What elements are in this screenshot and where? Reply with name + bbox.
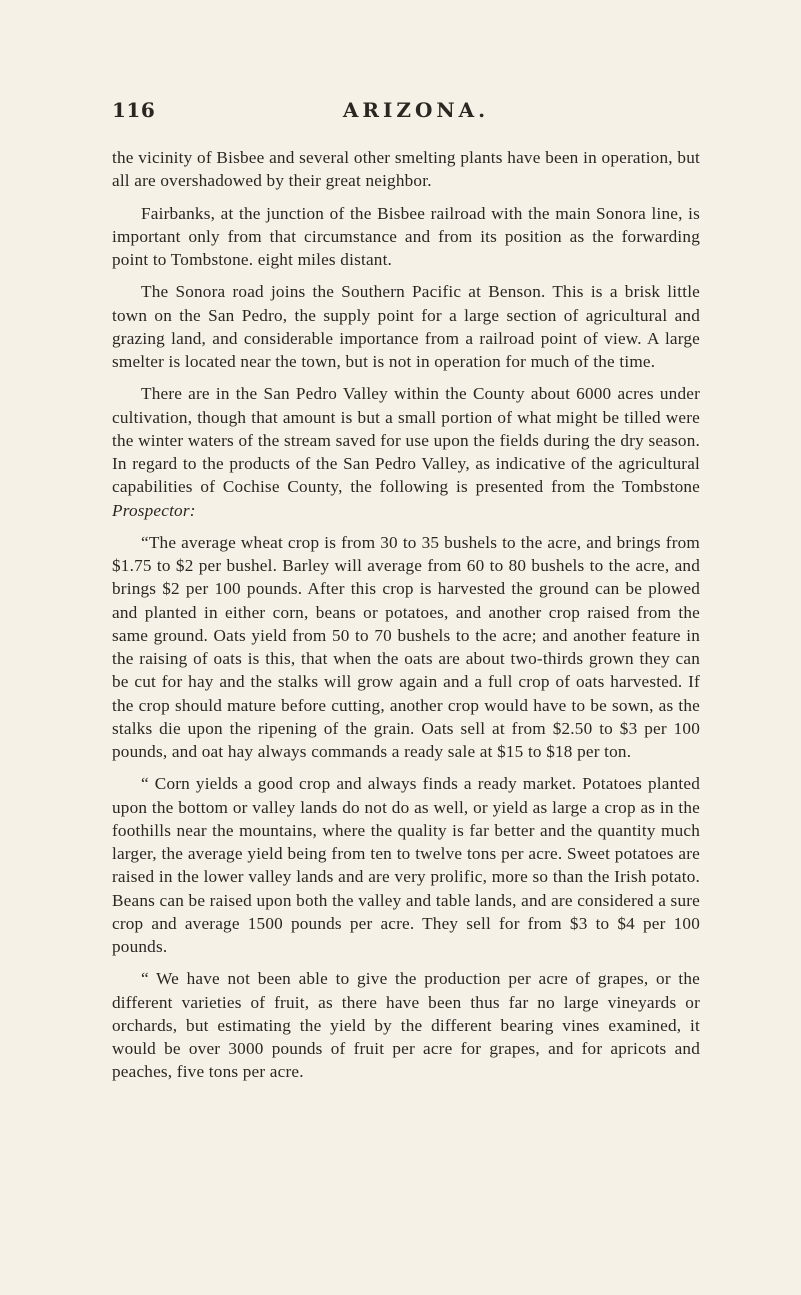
running-head: ARIZONA. [342, 98, 490, 122]
paragraph-grapes-fruit [112, 967, 700, 1083]
paragraph-san-pedro-valley [112, 382, 700, 522]
page-number: 116 [112, 98, 156, 122]
paragraph-text: There are in the San Pedro Valley within the County about 6000 acres under cultivation, though that amount is but a small portion of what might be tilled were the winter waters of the stream saved for use upon the fields during the dry season. In regard to the products of the San Pedro Valley, as indicative of the agricultural capabilities of Cochise County, the following is presented from the Tombstone [112, 384, 700, 497]
paragraph-text: the vicinity of Bisbee and several other smelting plants have been in operation, but all are overshadowed by their great neighbor. [112, 148, 700, 191]
paragraph-text: “ Corn yields a good crop and always finds a ready market. Potatoes planted upon the bottom or valley lands do not do as well, or yield as large a crop as in the foothills near the mountains, where the quality is far better and the quantity much larger, the average yield being from ten to twelve tons per acre. Sweet potatoes are raised in the lower valley lands and are very prolific, more so than the Irish potato. Beans can be raised upon both the valley and table lands, and are considered a sure crop and average 1500 pounds per acre. They sell for from $3 to $4 per 100 pounds. [112, 774, 700, 956]
paragraph-text: “The average wheat crop is from 30 to 35 bushels to the acre, and brings from $1.75 to $2 per bushel. Barley will average from 60 to 80 bushels to the acre, and brings $2 per 100 pounds. After this crop is harvested the ground can be plowed and planted in either corn, beans or potatoes, and another crop raised from the same ground. Oats yield from 50 to 70 bushels to the acre; and another feature in the raising of oats is this, that when the oats are about two-thirds grown they can be cut for hay and the stalks will grow again and a full crop of oats harvested. If the crop should mature before cutting, another crop would have to be sown, as the stalks die upon the ripening of the grain. Oats sell at from $2.50 to $3 per 100 pounds, and oat hay always commands a ready sale at $15 to $18 per ton. [112, 532, 700, 761]
page-header [112, 98, 690, 128]
paragraph-continuation [112, 146, 700, 193]
body-text [112, 146, 700, 1093]
paragraph-text: Fairbanks, at the junction of the Bisbee railroad with the main Sonora line, is important only from that circumstance and from its position as the forwarding point to Tombstone. eight miles distant. [112, 203, 700, 269]
paragraph-corn-potatoes [112, 772, 700, 958]
paragraph-benson [112, 280, 700, 373]
paragraph-fairbanks [112, 202, 700, 272]
paragraph-text: “ We have not been able to give the production per acre of grapes, or the different varieties of fruit, as there have been thus far no large vineyards or orchards, but estimating the yield by the different bearing vines examined, it would be over 3000 pounds of fruit per acre for grapes, and for apricots and peaches, five tons per acre. [112, 969, 700, 1082]
citation-prospector: Prospector: [112, 500, 196, 520]
paragraph-text: The Sonora road joins the Southern Pacific at Benson. This is a brisk little town on the San Pedro, the supply point for a large section of agricultural and grazing land, and considerable importance from a railroad point of view. A large smelter is located near the town, but is not in operation for much of the time. [112, 282, 700, 371]
paragraph-wheat-oats [112, 531, 700, 764]
